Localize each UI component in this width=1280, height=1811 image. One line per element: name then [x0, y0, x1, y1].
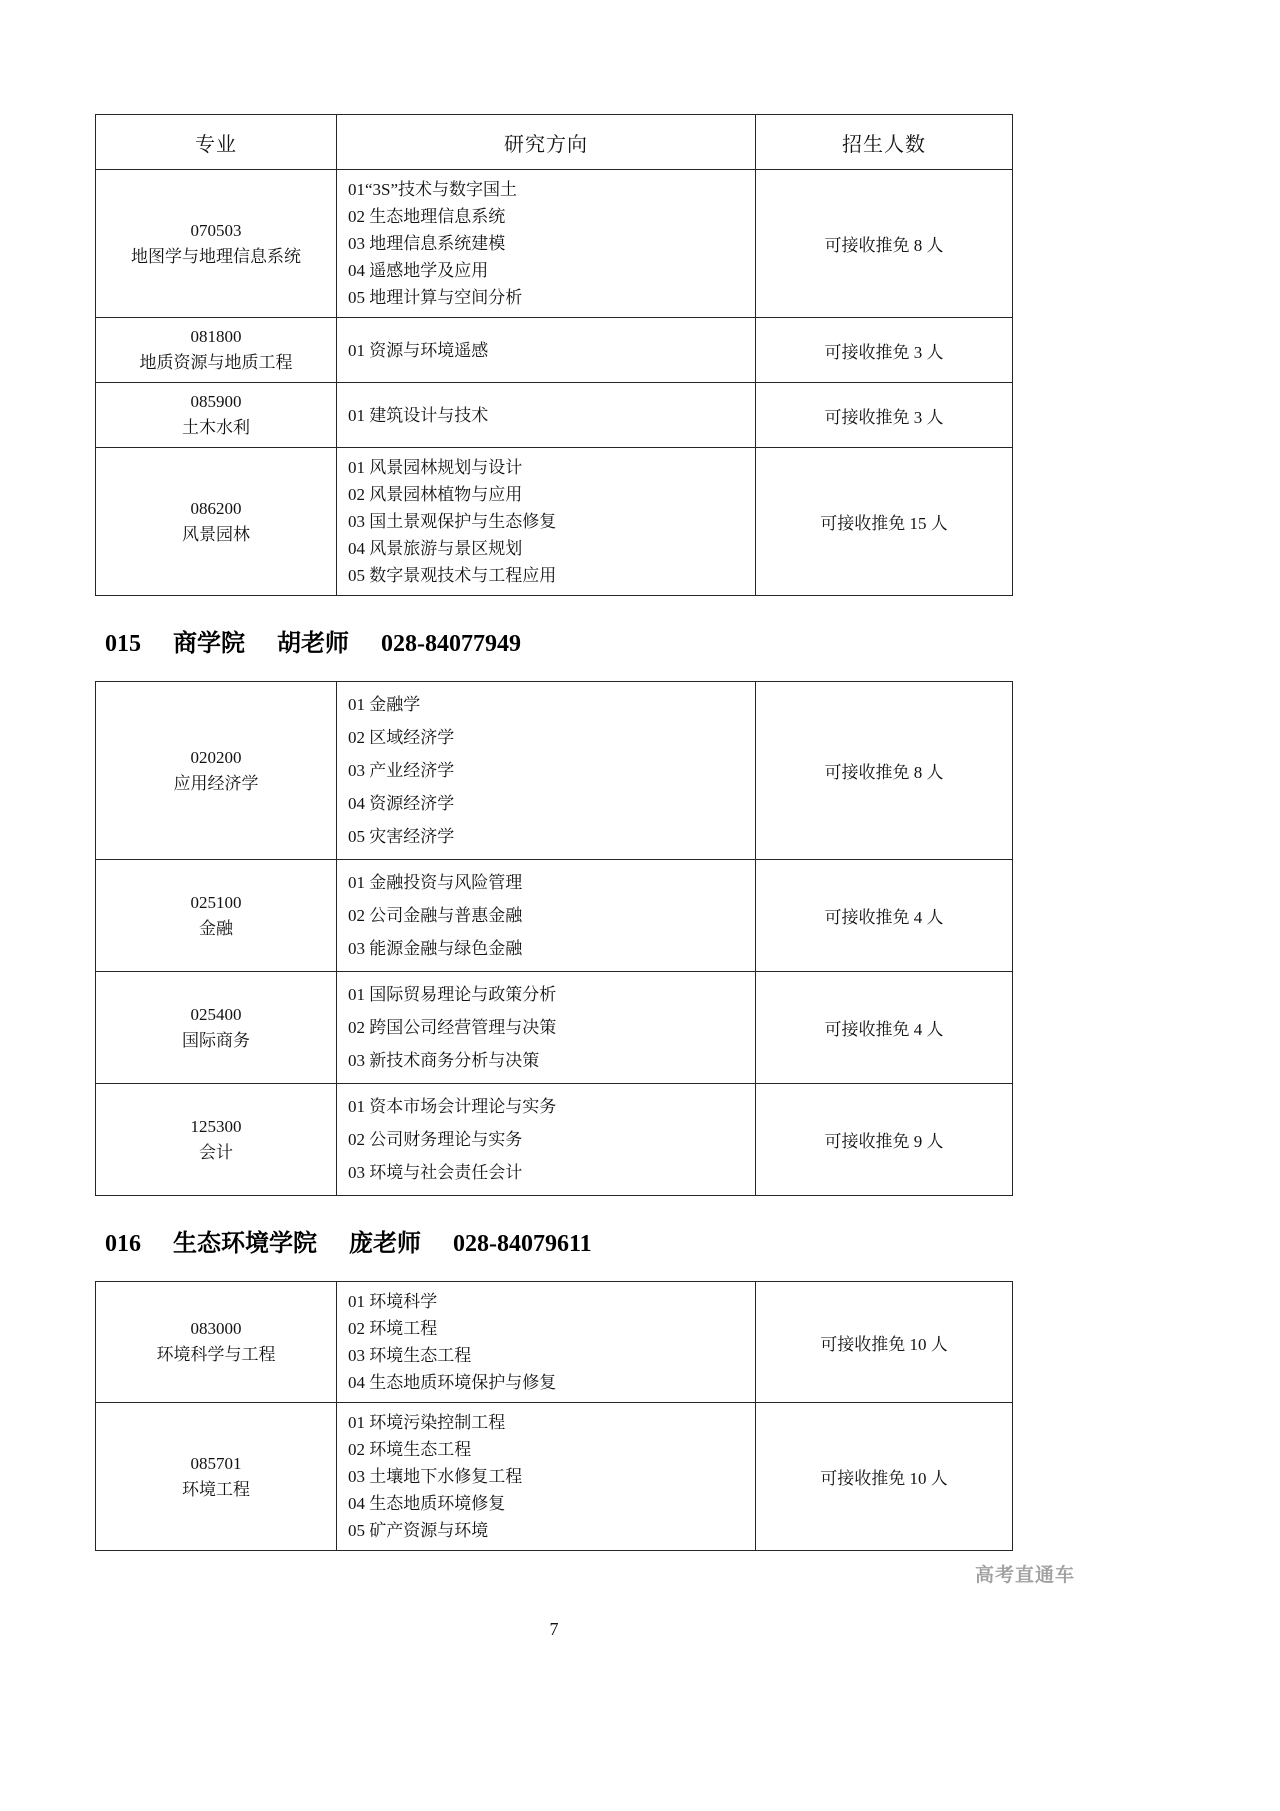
major-code: 085900 [190, 392, 242, 411]
directions-cell [336, 318, 755, 382]
table-row [96, 682, 1012, 859]
directions-cell [336, 170, 755, 317]
major-name: 应用经济学 [173, 773, 259, 793]
major-code: 025400 [190, 1004, 242, 1024]
direction-item: 04 风景旅游与景区规划 [348, 539, 523, 558]
direction-item: 04 遥感地学及应用 [348, 261, 489, 280]
direction-item: 01 金融投资与风险管理 [348, 873, 523, 892]
direction-item: 01 环境污染控制工程 [348, 1413, 506, 1432]
major-code: 070503 [190, 220, 242, 240]
major-cell [96, 1403, 336, 1550]
quota-cell [755, 383, 1012, 447]
major-code: 081800 [190, 327, 242, 346]
section-number: 016 [105, 1231, 141, 1257]
directions-cell [336, 860, 755, 971]
direction-item: 04 生态地质环境保护与修复 [348, 1373, 557, 1392]
section-heading [105, 1223, 1013, 1258]
directions-cell [336, 1084, 755, 1195]
directions-cell [336, 1282, 755, 1402]
quota-text: 可接收推免 4 人 [824, 1020, 944, 1039]
direction-item: 01 资源与环境遥感 [348, 340, 489, 360]
page-number: 7 [549, 1619, 559, 1639]
major-name: 环境科学与工程 [156, 1345, 276, 1364]
table-header-row [96, 115, 1012, 169]
direction-item: 01 建筑设计与技术 [348, 405, 489, 425]
direction-item: 03 环境与社会责任会计 [348, 1163, 523, 1182]
column-header: 招生人数 [755, 115, 1012, 169]
majors-table [95, 681, 1013, 1196]
quota-cell [755, 682, 1012, 859]
table-row [96, 1402, 1012, 1550]
table-row [96, 317, 1012, 382]
contact-teacher: 胡老师 [277, 631, 349, 657]
directions-cell [336, 972, 755, 1083]
watermark: 高考直通车 [974, 1565, 1075, 1586]
major-cell [96, 972, 336, 1083]
quota-text: 可接收推免 8 人 [824, 236, 944, 255]
major-name: 地质资源与地质工程 [139, 353, 293, 372]
major-code: 083000 [190, 1319, 242, 1338]
table-row [96, 382, 1012, 447]
majors-table [95, 1281, 1013, 1551]
direction-item: 01 金融学 [348, 695, 421, 714]
direction-item: 02 区域经济学 [348, 728, 455, 747]
contact-teacher: 庞老师 [349, 1231, 421, 1257]
quota-cell [755, 1282, 1012, 1402]
major-name: 环境工程 [182, 1479, 250, 1499]
quota-text: 可接收推免 15 人 [820, 514, 948, 533]
major-name: 风景园林 [182, 524, 250, 544]
table-row [96, 169, 1012, 317]
quota-cell [755, 318, 1012, 382]
direction-item: 05 灾害经济学 [348, 827, 455, 846]
quota-cell [755, 972, 1012, 1083]
major-name: 土木水利 [182, 418, 250, 437]
direction-item: 03 环境生态工程 [348, 1346, 472, 1365]
directions-cell [336, 682, 755, 859]
table-row [96, 447, 1012, 595]
major-code: 085701 [190, 1453, 242, 1473]
major-code: 020200 [190, 747, 242, 767]
department-name: 商学院 [173, 631, 245, 657]
document-body [95, 114, 1013, 1640]
direction-item: 02 环境工程 [348, 1319, 438, 1338]
quota-text: 可接收推免 8 人 [824, 763, 944, 782]
major-code: 086200 [190, 498, 242, 518]
direction-item: 04 资源经济学 [348, 794, 455, 813]
table-row [96, 971, 1012, 1083]
direction-item: 02 公司财务理论与实务 [348, 1130, 523, 1149]
direction-item: 02 风景园林植物与应用 [348, 485, 523, 504]
section-heading [105, 623, 1013, 658]
direction-item: 05 地理计算与空间分析 [348, 288, 523, 307]
quota-text: 可接收推免 10 人 [820, 1334, 948, 1354]
table-row [96, 1083, 1012, 1195]
direction-item: 03 新技术商务分析与决策 [348, 1051, 540, 1070]
major-cell [96, 318, 336, 382]
directions-cell [336, 1403, 755, 1550]
column-header: 专业 [195, 133, 237, 156]
table-row [96, 1282, 1012, 1402]
direction-item: 03 地理信息系统建模 [348, 234, 506, 253]
major-cell [96, 1282, 336, 1402]
direction-item: 01“3S”技术与数字国土 [348, 180, 518, 199]
major-cell [96, 170, 336, 317]
direction-item: 03 土壤地下水修复工程 [348, 1467, 523, 1486]
major-name: 金融 [199, 918, 233, 938]
quota-text: 可接收推免 9 人 [824, 1132, 944, 1151]
direction-item: 02 跨国公司经营管理与决策 [348, 1018, 557, 1037]
contact-phone: 028-84077949 [381, 631, 521, 657]
contact-phone: 028-84079611 [453, 1231, 592, 1257]
directions-cell [336, 383, 755, 447]
major-name: 地图学与地理信息系统 [131, 246, 301, 266]
major-cell [96, 383, 336, 447]
direction-item: 03 国土景观保护与生态修复 [348, 512, 557, 531]
table-row [96, 859, 1012, 971]
quota-text: 可接收推免 10 人 [820, 1469, 948, 1488]
major-code: 125300 [190, 1116, 242, 1136]
direction-item: 05 矿产资源与环境 [348, 1521, 489, 1540]
department-name: 生态环境学院 [173, 1231, 317, 1257]
direction-item: 02 环境生态工程 [348, 1440, 472, 1459]
major-cell [96, 682, 336, 859]
direction-item: 01 风景园林规划与设计 [348, 458, 523, 477]
sections [95, 114, 1013, 1551]
major-cell [96, 1084, 336, 1195]
major-code: 025100 [190, 892, 242, 912]
direction-item: 01 资本市场会计理论与实务 [348, 1097, 557, 1116]
quota-cell [755, 1084, 1012, 1195]
major-name: 国际商务 [182, 1030, 250, 1050]
direction-item: 05 数字景观技术与工程应用 [348, 566, 557, 585]
section-number: 015 [105, 631, 141, 657]
quota-text: 可接收推免 3 人 [824, 342, 944, 362]
major-cell [96, 860, 336, 971]
direction-item: 03 能源金融与绿色金融 [348, 939, 523, 958]
quota-cell [755, 860, 1012, 971]
major-cell [96, 448, 336, 595]
major-name: 会计 [199, 1142, 233, 1162]
column-header: 研究方向 [336, 115, 755, 169]
majors-table [95, 114, 1013, 596]
directions-cell [336, 448, 755, 595]
direction-item: 01 国际贸易理论与政策分析 [348, 985, 557, 1004]
direction-item: 02 生态地理信息系统 [348, 207, 506, 226]
quota-text: 可接收推免 3 人 [824, 407, 944, 427]
quota-cell [755, 448, 1012, 595]
direction-item: 02 公司金融与普惠金融 [348, 906, 523, 925]
quota-text: 可接收推免 4 人 [824, 908, 944, 927]
quota-cell [755, 1403, 1012, 1550]
quota-cell [755, 170, 1012, 317]
direction-item: 01 环境科学 [348, 1292, 438, 1311]
direction-item: 03 产业经济学 [348, 761, 455, 780]
direction-item: 04 生态地质环境修复 [348, 1494, 506, 1513]
